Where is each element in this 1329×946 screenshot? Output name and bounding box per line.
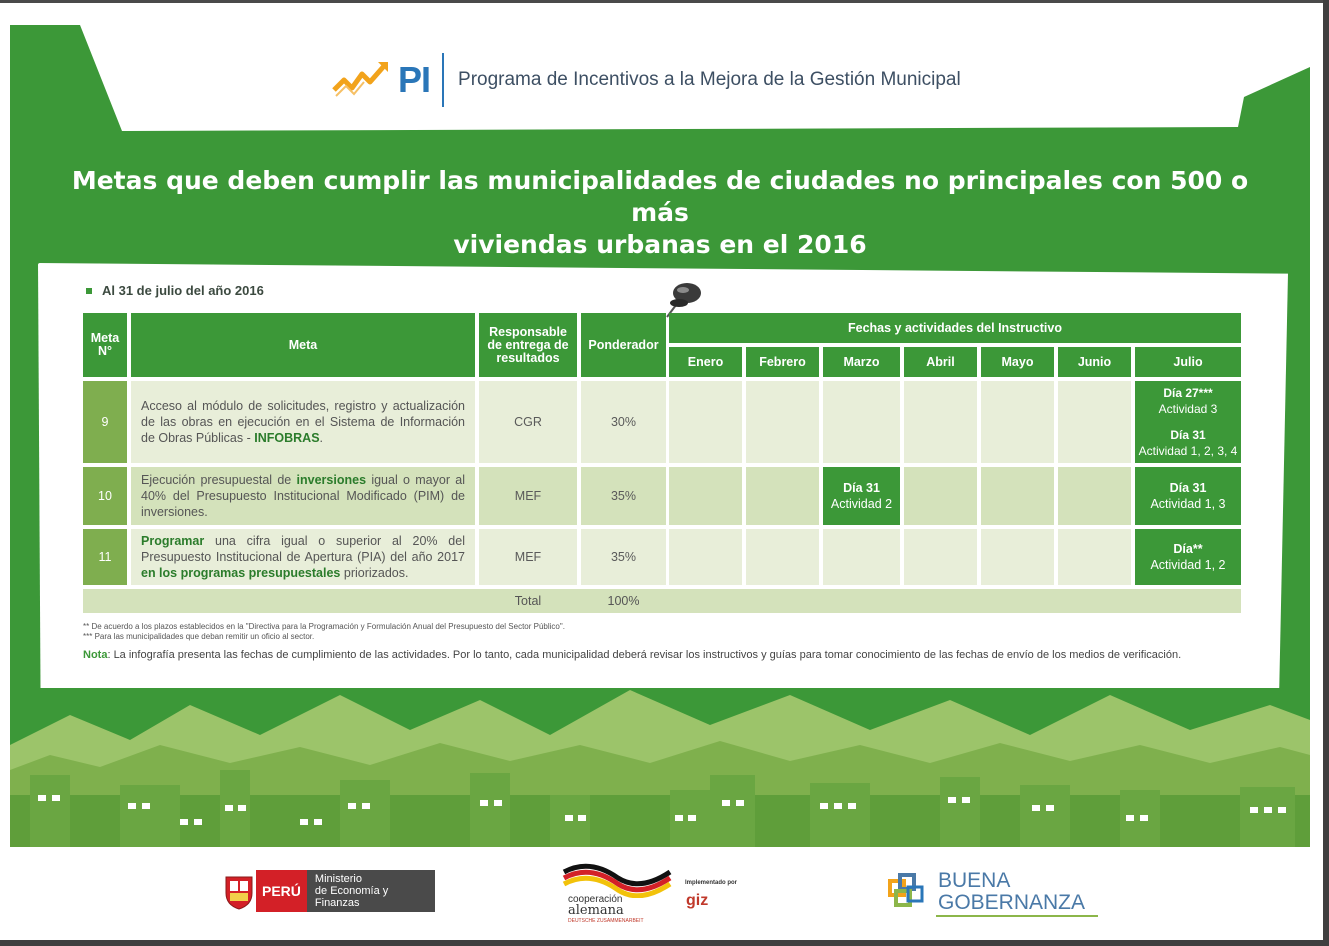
row-10-enero	[669, 467, 742, 525]
page-title-line-2: viviendas urbanas en el 2016	[453, 230, 867, 259]
row-10-julio-dia: Día 31	[1169, 481, 1207, 495]
row-11-mayo	[981, 529, 1054, 585]
row-9-marzo	[823, 381, 900, 463]
coop-line-1: cooperación	[568, 894, 623, 905]
row-10-mayo	[981, 467, 1054, 525]
header-fechas: Fechas y actividades del Instructivo	[669, 313, 1241, 343]
bg-line-1: BUENA	[938, 869, 1011, 892]
row-11-ponderador: 35%	[581, 529, 666, 585]
header-ponderador: Ponderador	[581, 313, 666, 377]
row-10-meta	[131, 467, 475, 525]
frame-top-border	[0, 0, 1329, 3]
total-label: Total	[514, 594, 542, 608]
row-9-meta-text-1: Acceso al módulo de solicitudes, registro y actualización de las obras en ejecución en el Sistema de Información de Obras Públicas -	[141, 399, 465, 445]
cooperacion-alemana-logo	[560, 858, 770, 928]
row-10-marzo-dia: Día 31	[843, 481, 880, 495]
month-header-enero: Enero	[669, 347, 742, 377]
row-10-num: 10	[83, 467, 127, 525]
page-title	[50, 165, 1270, 261]
date-note	[86, 283, 264, 298]
pi-logo-text: PI	[398, 59, 431, 100]
row-11-responsable: MEF	[479, 529, 577, 585]
mef-line-1: Ministerio	[314, 873, 362, 885]
row-10-marzo	[823, 467, 900, 525]
frame-right-border	[1323, 0, 1329, 946]
footnote-2: *** Para las municipalidades que deban remitir un oficio al sector.	[83, 632, 315, 641]
month-header-mayo: Mayo	[981, 347, 1054, 377]
row-10-febrero	[746, 467, 819, 525]
header-logo-group	[332, 60, 961, 100]
row-10-junio	[1058, 467, 1131, 525]
row-11-meta-keyword-2: en los programas presupuestales	[141, 566, 341, 580]
row-9-julio-act-2: Actividad 1, 2, 3, 4	[1138, 444, 1238, 458]
month-header-abril: Abril	[904, 347, 977, 377]
row-11-marzo	[823, 529, 900, 585]
row-11-meta-text-2: priorizados.	[340, 566, 409, 580]
note-text: : La infografía presenta las fechas de cumplimiento de las actividades. Por lo tanto, cada municipalidad deberá revisar los instructivos y guías para tomar conocimiento de las fechas de envío de los medios de verificación.	[107, 649, 1182, 661]
month-header-julio: Julio	[1135, 347, 1241, 377]
row-9-julio-dia-2: Día 31	[1170, 428, 1206, 442]
row-11-junio	[1058, 529, 1131, 585]
row-9-julio-act-1: Actividad 3	[1158, 402, 1218, 416]
header-divider	[442, 53, 444, 107]
header-meta: Meta	[131, 313, 475, 377]
buena-gobernanza-text	[938, 870, 1085, 914]
mef-label	[307, 870, 435, 912]
city-skyline-illustration	[10, 675, 1310, 847]
row-9-meta-keyword: INFOBRAS	[254, 431, 320, 445]
row-11-julio-dia: Día**	[1173, 542, 1203, 556]
coop-text	[568, 894, 644, 927]
row-9-abril	[904, 381, 977, 463]
row-11-enero	[669, 529, 742, 585]
row-11-meta-keyword-1: Programar	[141, 534, 205, 548]
row-10-meta-text-1: Ejecución presupuestal de	[141, 473, 297, 487]
row-11-julio	[1135, 529, 1241, 585]
month-header-febrero: Febrero	[746, 347, 819, 377]
row-11-meta-text-1: una cifra igual o superior al 20% del Presupuesto Institucional de Apertura (PIA) del año 2017	[141, 534, 465, 564]
total-value: 100%	[607, 594, 640, 608]
row-9-ponderador: 30%	[581, 381, 666, 463]
giz-logo-text: giz	[686, 892, 709, 909]
program-title: Programa de Incentivos a la Mejora de la Gestión Municipal	[458, 69, 961, 90]
row-9-meta	[131, 381, 475, 463]
note-label: Nota	[83, 649, 108, 661]
row-11-julio-act: Actividad 1, 2	[1150, 558, 1226, 572]
date-note-text: Al 31 de julio del año 2016	[102, 283, 264, 298]
bg-underline	[936, 915, 1098, 917]
row-9-responsable: CGR	[479, 381, 577, 463]
peru-coat-of-arms-icon	[222, 871, 256, 911]
coop-line-3: DEUTSCHE ZUSAMMENARBEIT	[568, 918, 644, 924]
row-9-enero	[669, 381, 742, 463]
row-9-junio	[1058, 381, 1131, 463]
row-10-meta-keyword: inversiones	[296, 473, 367, 487]
page-title-line-1: Metas que deben cumplir las municipalidades de ciudades no principales con 500 o más	[71, 166, 1249, 227]
row-10-julio-act: Actividad 1, 3	[1150, 497, 1226, 511]
row-11-meta	[131, 529, 475, 585]
buena-gobernanza-logo	[886, 870, 1085, 914]
footnote-1: ** De acuerdo a los plazos establecidos en la "Directiva para la Programación y Formulación Anual del Presupuesto del Sector Público".	[83, 622, 565, 631]
row-10-responsable: MEF	[479, 467, 577, 525]
peru-mef-logo	[222, 870, 435, 912]
trend-arrow-icon	[332, 60, 390, 100]
row-9-mayo	[981, 381, 1054, 463]
row-10-abril	[904, 467, 977, 525]
month-header-marzo: Marzo	[823, 347, 900, 377]
mef-line-2: de Economía y Finanzas	[314, 885, 389, 909]
row-10-ponderador: 35%	[581, 467, 666, 525]
row-10-julio	[1135, 467, 1241, 525]
infographic-panel	[10, 25, 1310, 847]
bg-line-2: GOBERNANZA	[938, 891, 1086, 914]
note-line	[83, 649, 1181, 661]
german-flag-icon	[560, 858, 680, 898]
row-11-febrero	[746, 529, 819, 585]
header-meta-num: Meta N°	[83, 313, 127, 377]
row-9-febrero	[746, 381, 819, 463]
row-9-num: 9	[83, 381, 127, 463]
row-9-julio	[1135, 381, 1241, 463]
row-9-julio-dia-1: Día 27***	[1163, 386, 1213, 400]
row-11-num: 11	[83, 529, 127, 585]
buena-gobernanza-icon	[886, 871, 930, 913]
frame-bottom-border	[0, 940, 1329, 946]
row-9-meta-text-2: .	[319, 431, 324, 445]
row-10-meta-text-2: igual o mayor al 40% del Presupuesto Institucional Modificado (PIM) de inversiones.	[141, 473, 465, 519]
header-responsable: Responsable de entrega de resultados	[479, 313, 577, 377]
row-10-marzo-act: Actividad 2	[830, 497, 893, 511]
peru-label: PERÚ	[256, 870, 307, 912]
giz-implemented-label: Implementado por	[685, 880, 738, 886]
row-11-abril	[904, 529, 977, 585]
bullet-square-icon	[86, 288, 92, 294]
month-header-junio: Junio	[1058, 347, 1131, 377]
coop-line-2: alemana	[568, 903, 624, 918]
pi-logo	[332, 59, 430, 101]
